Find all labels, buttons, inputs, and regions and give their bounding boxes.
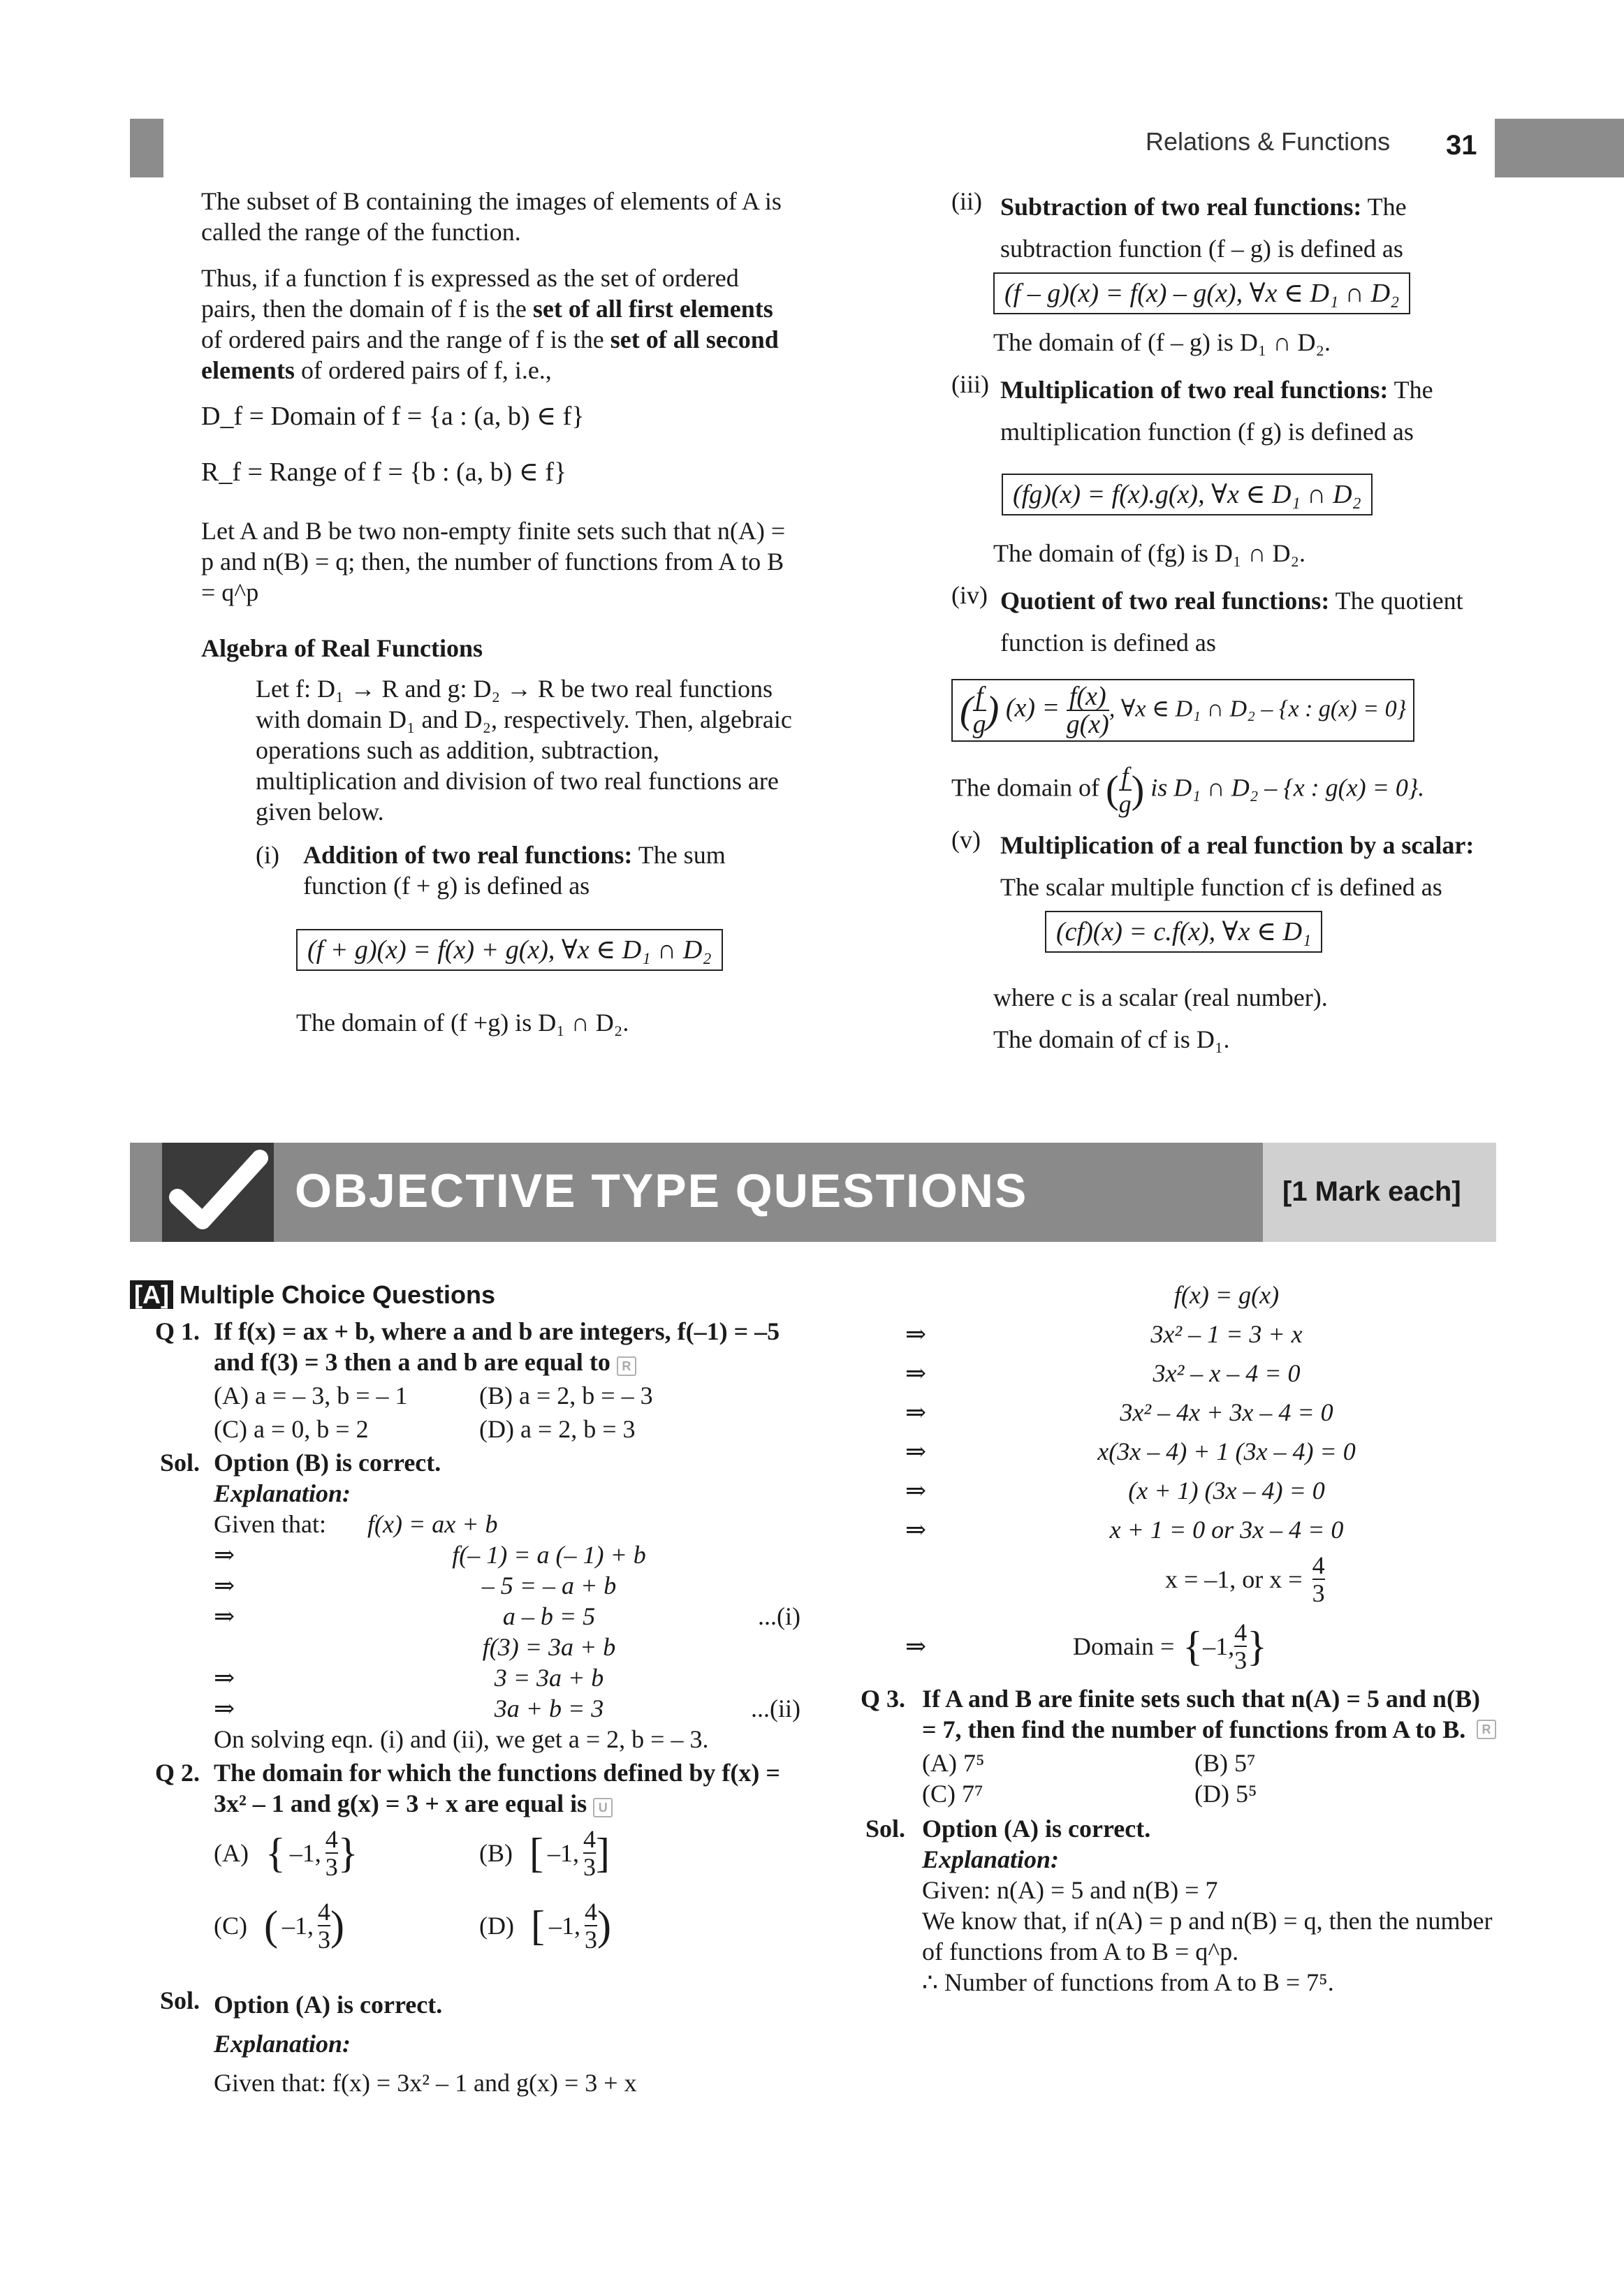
q2-step-row: ⇒ 3x² – 4x + 3x – 4 = 0	[905, 1398, 1333, 1426]
q2-step-row: ⇒ 3x² – 1 = 3 + x	[905, 1320, 1303, 1348]
banner-marks: [1 Mark each]	[1282, 1176, 1461, 1207]
question-2: Q 2. The domain for which the functions defined by f(x) = 3x² – 1 and g(x) = 3 + x are equal is U (A) { –1, $\frac{4}{3}$ } (B) [ –1, $\frac{4}{3}$ ] (C) ( –1, $\frac{4}{3}$ ) (D) [ –1, $\frac{4}{3}$ )	[130, 1757, 800, 1971]
q3-text: If A and B are finite sets such that n(A) = 5 and n(B) = 7, then find the number of functions from A to B. R	[922, 1683, 1496, 1745]
q2-steps	[838, 1275, 1496, 1549]
q1-step-row: ⇒ 3a + b = 3 ...(ii)	[214, 1694, 800, 1722]
q2-option-a: (A) { –1, $\frac{4}{3}$ }	[214, 1825, 358, 1881]
mcq-left-column	[130, 1280, 800, 2102]
domain-definition: D_f = Domain of f = {a : (a, b) ∈ f}	[201, 402, 585, 431]
mcq-right-column	[838, 1275, 1496, 1998]
banner-title: OBJECTIVE TYPE QUESTIONS	[295, 1164, 1028, 1217]
checkmark-box	[162, 1143, 274, 1242]
section-title: Multiple Choice Questions	[179, 1280, 496, 1309]
q2-option-c: (C) ( –1, $\frac{4}{3}$ )	[214, 1898, 344, 1954]
multiplication-domain: The domain of (fg) is D₁ ∩ D₂.	[993, 539, 1306, 567]
header-left-bar	[130, 119, 163, 177]
q1-option-c: (C) a = 0, b = 2	[214, 1415, 369, 1443]
understand-mark: U	[593, 1798, 613, 1817]
right-column	[951, 186, 1496, 1060]
quotient-item: (iv) Quotient of two real functions: The quotient function is defined as	[951, 581, 1463, 657]
subtraction-item: (ii) Subtraction of two real functions: The subtraction function (f – g) is defined as	[951, 187, 1407, 263]
checkmark-icon	[162, 1143, 274, 1242]
range-paragraph: The subset of B containing the images of elements of A is called the range of the function.	[201, 187, 782, 246]
q2-domain-result: ⇒ Domain = { –1, $\frac{4}{3}$ }	[905, 1618, 1267, 1674]
solution-3: Sol. Option (A) is correct. Explanation: Given: n(A) = 5 and n(B) = 7 We know that, if n(A) = p and n(B) = q, then the number of functions from A to B = q^p. ∴ Number of functions from A to B = 7⁵.	[865, 1815, 1493, 1996]
q2-step-row: ⇒ x + 1 = 0 or 3x – 4 = 0	[905, 1516, 1344, 1544]
scalar-item: (v) Multiplication of a real function by a scalar:	[951, 826, 1475, 859]
q2-x-result: x = –1, or x = $\frac{4}{3}$	[1165, 1551, 1325, 1607]
q2-options	[214, 1826, 800, 1971]
q2-step-row: ⇒ 3x² – x – 4 = 0	[905, 1359, 1301, 1387]
q2-step-row: f(x) = g(x)	[1173, 1281, 1280, 1309]
scalar-domain: The domain of cf is D₁.	[993, 1025, 1230, 1053]
q2-step-row: ⇒ x(3x – 4) + 1 (3x – 4) = 0	[905, 1437, 1356, 1465]
question-3: Q 3. If A and B are finite sets such that n(A) = 5 and n(B) = 7, then find the number of functions from A to B. R (A) 7⁵ (B) 5⁷ (C) 7⁷ (D) 5⁵	[838, 1683, 1496, 1809]
q1-steps: Given that: f(x) = ax + b ⇒ f(– 1) = a (– 1) + b ⇒ – 5 = – a + b ⇒ a – b = 5 ...(i) f(3) = 3a + b ⇒ 3 = 3a + b ⇒ 3a + b = 3 ...(ii)	[214, 1510, 800, 1722]
header-right-bar	[1495, 119, 1624, 177]
page-number: 31	[1446, 130, 1477, 161]
q2-step-row: ⇒ (x + 1) (3x – 4) = 0	[905, 1477, 1325, 1505]
function-count-paragraph: Let A and B be two non-empty finite sets such that n(A) = p and n(B) = q; then, the number of functions from A to B = q^p	[201, 517, 786, 606]
remember-mark: R	[1477, 1720, 1496, 1739]
remember-mark: R	[617, 1356, 636, 1376]
q1-step-row: ⇒ 3 = 3a + b	[214, 1664, 604, 1692]
solution-2: Sol. Option (A) is correct. Explanation: Given that: f(x) = 3x² – 1 and g(x) = 3 + x	[159, 1986, 637, 2097]
solution-1: Sol. Option (B) is correct. Explanation: Given that: f(x) = ax + b ⇒ f(– 1) = a (– 1) + b ⇒ – 5 = – a + b ⇒ a – b = 5 ...(i) f(3) = 3a + b ⇒ 3 = 3a + b ⇒ 3a + b = 3 ...(ii) On solving eqn. (i) and (ii), we get a = 2, b = – 3.	[159, 1449, 800, 1753]
objective-banner	[130, 1143, 1496, 1242]
q2-option-d: (D) [ –1, $\frac{4}{3}$ )	[479, 1898, 611, 1954]
range-definition: R_f = Range of f = {b : (a, b) ∈ f}	[201, 457, 567, 487]
q3-option-a: (A) 7⁵	[922, 1749, 985, 1777]
subtraction-formula: (f – g)(x) = f(x) – g(x), ∀x ∈ D₁ ∩ D₂	[993, 272, 1410, 314]
scalar-formula: (cf)(x) = c.f(x), ∀x ∈ D₁	[1045, 911, 1322, 953]
q2-option-b: (B) [ –1, $\frac{4}{3}$ ]	[479, 1825, 610, 1881]
quotient-domain: The domain of ( $\frac{f}{g}$ ) is D₁ ∩ D₂ – {x : g(x) = 0}.	[951, 762, 1425, 818]
question-1: Q 1. If f(x) = ax + b, where a and b are integers, f(–1) = –5 and f(3) = 3 then a and b are equal to R (A) a = – 3, b = – 1 (B) a = 2, b = – 3 (C) a = 0, b = 2 (D) a = 2, b = 3	[130, 1316, 800, 1444]
left-column	[201, 186, 795, 1038]
addition-item: (i) Addition of two real functions: The sum function (f + g) is defined as	[256, 841, 726, 900]
q2-text: The domain for which the functions defined by f(x) = 3x² – 1 and g(x) = 3 + x are equal is U	[214, 1759, 780, 1817]
q1-option-d: (D) a = 2, b = 3	[479, 1415, 636, 1443]
q1-step-row: f(3) = 3a + b	[482, 1633, 616, 1661]
scalar-where: where c is a scalar (real number).	[993, 983, 1328, 1011]
multiplication-item: (iii) Multiplication of two real functions: The multiplication function (f g) is defined as	[951, 370, 1433, 446]
algebra-paragraph: Let f: D₁ → R and g: D₂ → R be two real functions with domain D₁ and D₂, respectively. Then, algebraic operations such as addition, subtraction, multiplication and division of two real functions are given below.	[256, 675, 792, 826]
q3-option-d: (D) 5⁵	[1194, 1780, 1257, 1808]
q1-option-b: (B) a = 2, b = – 3	[479, 1382, 653, 1410]
addition-formula: (f + g)(x) = f(x) + g(x), ∀x ∈ D₁ ∩ D₂	[296, 929, 723, 971]
mcq-heading	[130, 1280, 800, 1310]
q1-text: If f(x) = ax + b, where a and b are integers, f(–1) = –5 and f(3) = 3 then a and b are equal to R	[214, 1317, 780, 1376]
scalar-text: The scalar multiple function cf is defined as	[1000, 873, 1442, 901]
chapter-title: Relations & Functions	[1146, 127, 1391, 156]
multiplication-formula: (fg)(x) = f(x).g(x), ∀x ∈ D₁ ∩ D₂	[1002, 474, 1373, 515]
subtraction-domain: The domain of (f – g) is D₁ ∩ D₂.	[993, 328, 1331, 356]
section-tag: [A]	[130, 1280, 173, 1309]
q1-step-row: ⇒ f(– 1) = a (– 1) + b	[214, 1541, 646, 1569]
q3-option-b: (B) 5⁷	[1194, 1749, 1256, 1777]
q3-option-c: (C) 7⁷	[922, 1780, 983, 1808]
q1-step-row: ⇒ a – b = 5 ...(i)	[214, 1602, 800, 1630]
addition-domain: The domain of (f +g) is D₁ ∩ D₂.	[296, 1009, 629, 1037]
q1-option-a: (A) a = – 3, b = – 1	[214, 1382, 408, 1410]
q1-step-row: f(x) = ax + b	[367, 1510, 498, 1538]
ordered-pairs-paragraph: Thus, if a function f is expressed as the set of ordered pairs, then the domain of f is the set of all first elements of ordered pairs and the range of f is the set of all second elements of ordered pairs of f, i.e.,	[201, 264, 779, 384]
quotient-formula: ( $\frac{f}{g}$ ) (x) = $\frac{f(x)}{g(x)}$ , ∀x ∈ D₁ ∩ D₂ – {x : g(x) = 0}	[951, 679, 1414, 742]
algebra-heading: Algebra of Real Functions	[201, 634, 483, 662]
q1-step-row: ⇒ – 5 = – a + b	[214, 1572, 617, 1599]
